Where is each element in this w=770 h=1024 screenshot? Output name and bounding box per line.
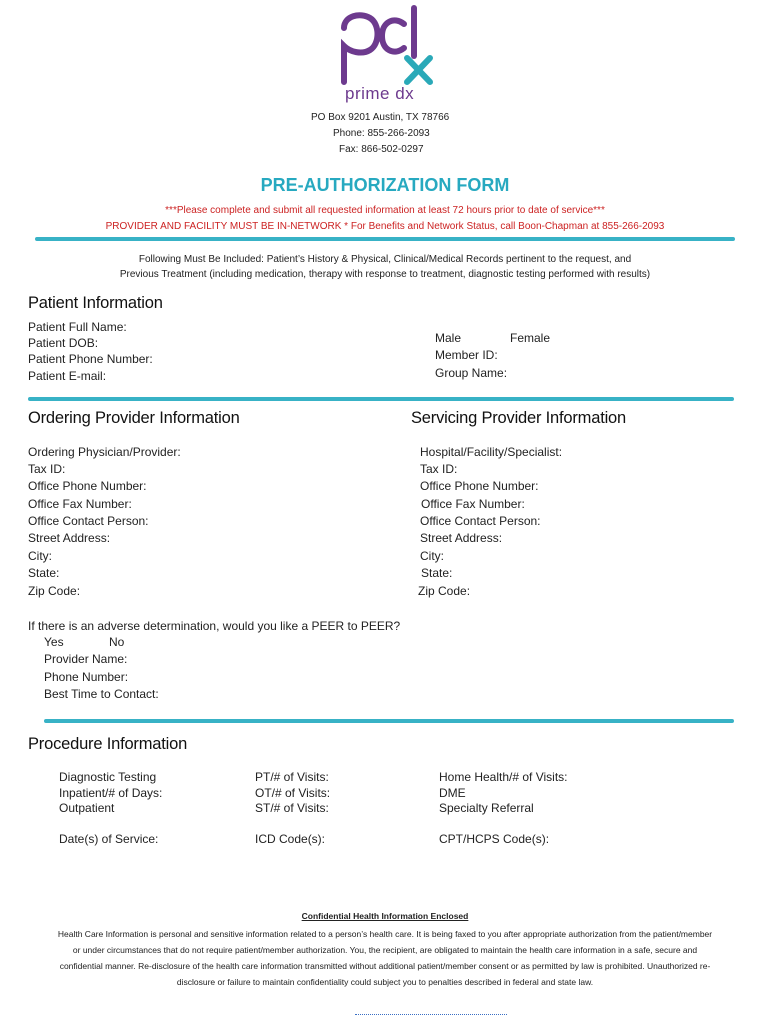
peer-no-option[interactable]: No <box>109 635 125 649</box>
divider <box>44 719 734 723</box>
servicing-field[interactable]: Tax ID: <box>420 462 458 476</box>
bottom-divider <box>355 1014 507 1015</box>
procedure-option[interactable]: Diagnostic Testing <box>59 770 157 784</box>
servicing-field[interactable]: Hospital/Facility/Specialist: <box>420 445 563 459</box>
footer-text: disclosure or failure to maintain confidentiality could subject you to penalties described in federal and state law. <box>176 977 594 987</box>
footer-text: or under circumstances that do not require patient/member authorization. You, the recipient, are obligated to maintain the health care information in a safe, secure and <box>72 945 698 955</box>
ordering-field[interactable]: State: <box>28 566 60 580</box>
fax-line: Fax: 866-502-0297 <box>339 144 424 155</box>
male-option[interactable]: Male <box>435 331 462 345</box>
patient-email-field[interactable]: Patient E-mail: <box>28 369 107 383</box>
servicing-field[interactable]: Office Fax Number: <box>421 497 525 511</box>
procedure-option[interactable]: PT/# of Visits: <box>255 770 329 784</box>
procedure-option[interactable]: Specialty Referral <box>439 801 534 815</box>
ordering-field[interactable]: Zip Code: <box>28 584 81 598</box>
divider <box>35 237 735 241</box>
servicing-field[interactable]: Zip Code: <box>418 584 471 598</box>
servicing-field[interactable]: Street Address: <box>420 531 503 545</box>
female-option[interactable]: Female <box>510 331 551 345</box>
servicing-field[interactable]: Office Contact Person: <box>420 514 541 528</box>
ordering-field[interactable]: Office Phone Number: <box>28 479 147 493</box>
dates-of-service-field[interactable]: Date(s) of Service: <box>59 832 159 846</box>
servicing-field[interactable]: Office Phone Number: <box>420 479 539 493</box>
phone-line: Phone: 855-266-2093 <box>333 128 430 139</box>
ordering-field[interactable]: Ordering Physician/Provider: <box>28 445 181 459</box>
procedure-option[interactable]: Inpatient/# of Days: <box>59 786 163 800</box>
peer-provider-name-field[interactable]: Provider Name: <box>44 652 128 666</box>
peer-question: If there is an adverse determination, would you like a PEER to PEER? <box>28 619 401 633</box>
patient-heading: Patient Information <box>28 294 163 312</box>
procedure-option[interactable]: DME <box>439 786 466 800</box>
procedure-option[interactable]: Home Health/# of Visits: <box>439 770 568 784</box>
ordering-field[interactable]: Office Fax Number: <box>28 497 132 511</box>
ordering-field[interactable]: Office Contact Person: <box>28 514 149 528</box>
notice-network: PROVIDER AND FACILITY MUST BE IN-NETWORK * For Benefits and Network Status, call Boon-Chapman at 855-266-2093 <box>105 221 665 232</box>
servicing-provider-heading: Servicing Provider Information <box>411 409 627 427</box>
procedure-option[interactable]: OT/# of Visits: <box>255 786 331 800</box>
ordering-field[interactable]: City: <box>28 549 52 563</box>
icd-codes-field[interactable]: ICD Code(s): <box>255 832 326 846</box>
servicing-field[interactable]: City: <box>420 549 444 563</box>
group-name-field[interactable]: Group Name: <box>435 366 508 380</box>
patient-dob-field[interactable]: Patient DOB: <box>28 336 99 350</box>
servicing-field[interactable]: State: <box>421 566 453 580</box>
patient-phone-field[interactable]: Patient Phone Number: <box>28 352 153 366</box>
include-line-2: Previous Treatment (including medication, therapy with response to treatment, diagnostic testing performed with results) <box>119 269 651 280</box>
peer-yes-option[interactable]: Yes <box>44 635 64 649</box>
member-id-field[interactable]: Member ID: <box>435 348 498 362</box>
cpt-codes-field[interactable]: CPT/HCPS Code(s): <box>439 832 550 846</box>
divider <box>28 397 734 401</box>
procedure-option[interactable]: ST/# of Visits: <box>255 801 329 815</box>
footer-title: Confidential Health Information Enclosed <box>301 911 469 921</box>
patient-full-name-field[interactable]: Patient Full Name: <box>28 320 127 334</box>
ordering-field[interactable]: Street Address: <box>28 531 111 545</box>
include-line-1: Following Must Be Included: Patient’s History & Physical, Clinical/Medical Records pertinent to the request, and <box>138 254 632 265</box>
procedure-heading: Procedure Information <box>28 735 188 753</box>
ordering-field[interactable]: Tax ID: <box>28 462 66 476</box>
address-line: PO Box 9201 Austin, TX 78766 <box>311 112 450 123</box>
peer-phone-field[interactable]: Phone Number: <box>44 670 129 684</box>
peer-best-time-field[interactable]: Best Time to Contact: <box>44 687 159 701</box>
notice-submit: ***Please complete and submit all requested information at least 72 hours prior to date of service*** <box>165 205 605 216</box>
ordering-provider-heading: Ordering Provider Information <box>28 409 240 427</box>
procedure-option[interactable]: Outpatient <box>59 801 115 815</box>
logo-wordmark: prime dx <box>345 84 415 103</box>
footer-text: confidential manner. Re-disclosure of the health care information transmitted without additional patient/member consent or as permitted by law is prohibited. Unauthorized re- <box>59 961 711 971</box>
footer-text: Health Care Information is personal and sensitive information related to a person’s health care. It is being faxed to you after appropriate authorization from the patient/member <box>57 929 713 939</box>
form-title: PRE-AUTHORIZATION FORM <box>260 175 510 195</box>
